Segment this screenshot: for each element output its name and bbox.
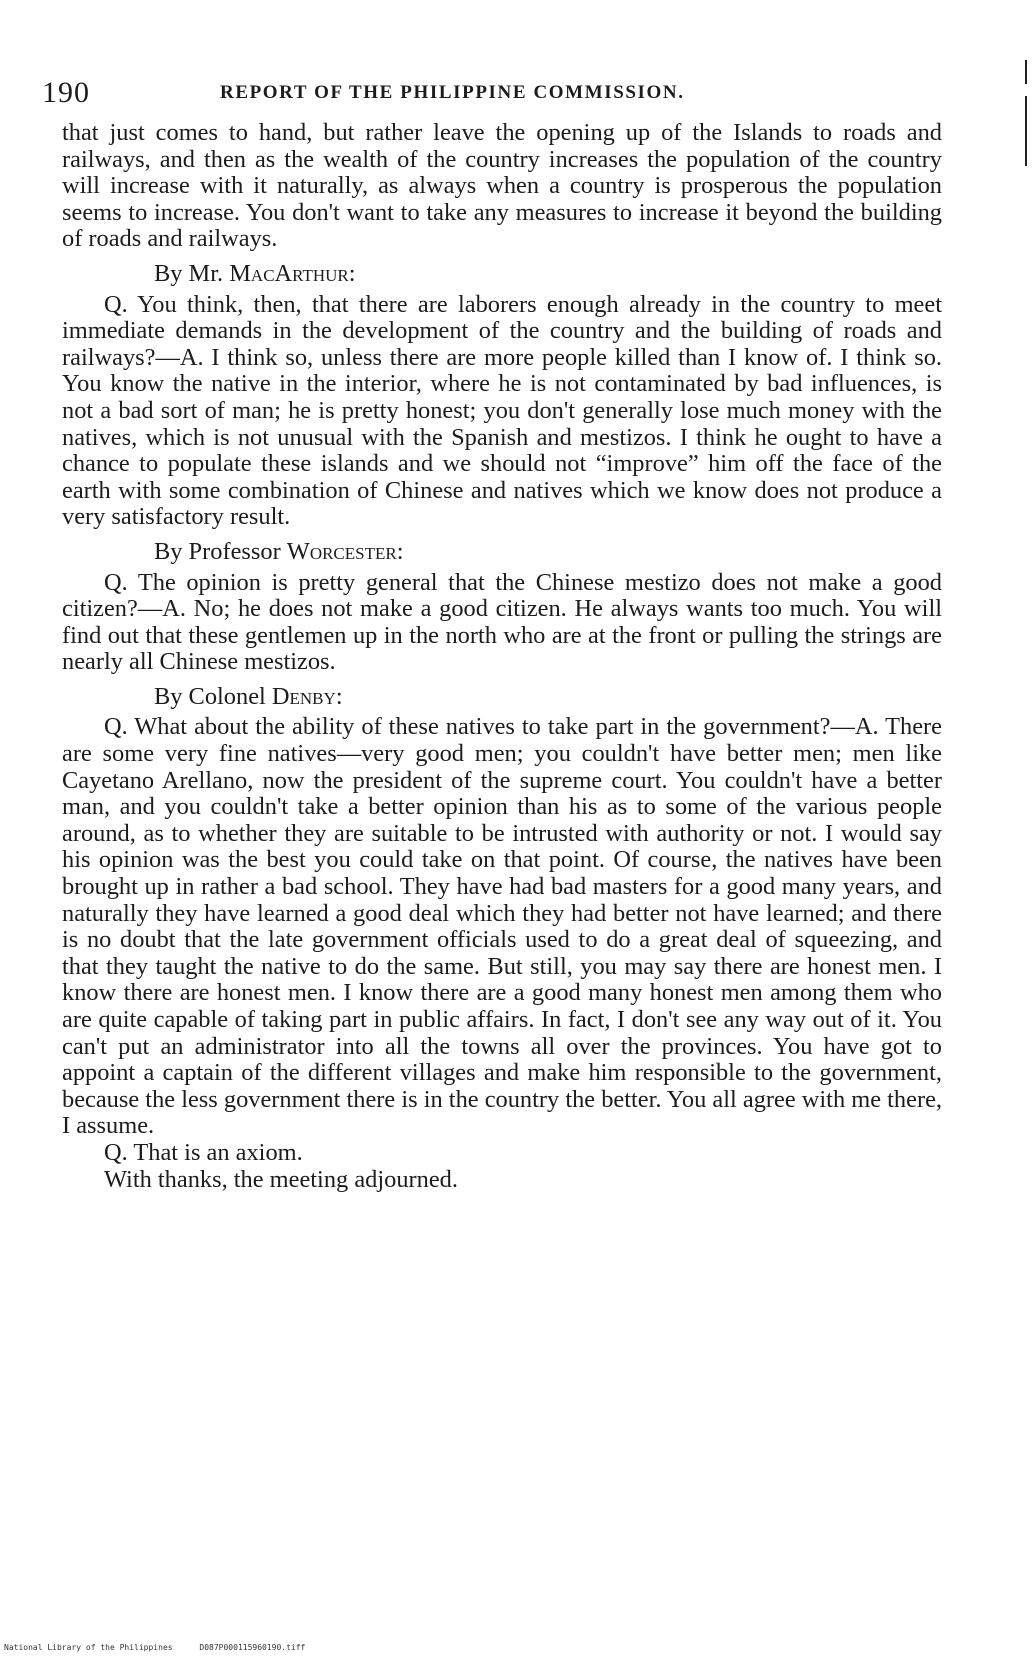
speaker-name: Denby	[271, 682, 336, 710]
speaker-name: Worcester	[286, 537, 397, 565]
page-header	[42, 76, 942, 112]
speaker-heading-worcester	[154, 539, 942, 566]
running-head: REPORT OF THE PHILIPPINE COMMISSION.	[220, 82, 685, 103]
page-body	[62, 120, 942, 1193]
speaker-prefix: By Mr.	[154, 259, 230, 287]
scan-edge-mark	[1025, 60, 1027, 84]
footer-file: D087P000115960190.tiff	[199, 1643, 306, 1652]
speaker-prefix: By Colonel	[154, 682, 272, 710]
speaker-heading-macarthur	[154, 261, 942, 288]
page-number: 190	[42, 76, 90, 109]
speaker-suffix: :	[348, 259, 356, 287]
speaker-suffix: :	[335, 682, 343, 710]
paragraph-denby-question: Q. What about the ability of these natives to take part in the government?—A. There are some very fine natives—very good men; you couldn't have better men; men like Cayetano Arellano, now the president of the supreme court. You couldn't have a better man, and you couldn't take a better opinion than his as to some of the various people around, as to whether they are suitable to be intrusted with authority or not. I would say his opinion was the best you could take on that point. Of course, the natives have been brought up in rather a bad school. They have had bad masters for a good many years, and naturally they have learned a good deal which they had better not have learned; and there is no doubt that the late government officials used to do a great deal of squeezing, and that they taught the native to do the same. But still, you may say there are honest men. I know there are honest men. I know there are a good many honest men among them who are quite capable of taking part in public affairs. In fact, I don't see any way out of it. You can't put an administrator into all the towns all over the provinces. You have got to appoint a captain of the different villages and make him responsible to the government, because the less government there is in the country the better. You all agree with me there, I assume.	[62, 713, 942, 1140]
paragraph-macarthur-question: Q. You think, then, that there are laborers enough already in the country to meet immediate demands in the development of the country and the building of roads and railways?—A. I think so, unless there are more people killed than I know of. I think so. You know the native in the interior, where he is not contaminated by bad influences, is not a bad sort of man; he is pretty honest; you don't generally lose much money with the natives, which is not unusual with the Spanish and mestizos. I think he ought to have a chance to populate these islands and we should not “improve” him off the face of the earth with some combination of Chinese and natives which we know does not produce a very satisfactory result.	[62, 290, 942, 531]
scan-edge-mark	[1025, 96, 1027, 166]
speaker-prefix: By Professor	[154, 537, 287, 565]
paragraph-continuation: that just comes to hand, but rather leave the opening up of the Islands to roads and railways, and then as the wealth of the country increases the population of the country will increase with it naturally, as always when a country is prosperous the population seems to increase. You don't want to take any measures to increase it beyond the building of roads and railways.	[62, 119, 942, 253]
speaker-name: MacArthur	[229, 259, 349, 287]
scan-footer	[4, 1643, 327, 1652]
paragraph-worcester-question: Q. The opinion is pretty general that the Chinese mestizo does not make a good citizen?—A. No; he does not make a good citizen. He always wants too much. You will find out that these gentlemen up in the north who are at the front or pulling the strings are nearly all Chinese mestizos.	[62, 568, 942, 676]
footer-library: National Library of the Philippines	[4, 1643, 173, 1652]
page	[42, 64, 942, 1624]
paragraph-axiom: Q. That is an axiom.	[104, 1138, 303, 1166]
paragraph-adjourned: With thanks, the meeting adjourned.	[104, 1165, 458, 1193]
speaker-heading-denby	[154, 684, 942, 711]
speaker-suffix: :	[396, 537, 404, 565]
